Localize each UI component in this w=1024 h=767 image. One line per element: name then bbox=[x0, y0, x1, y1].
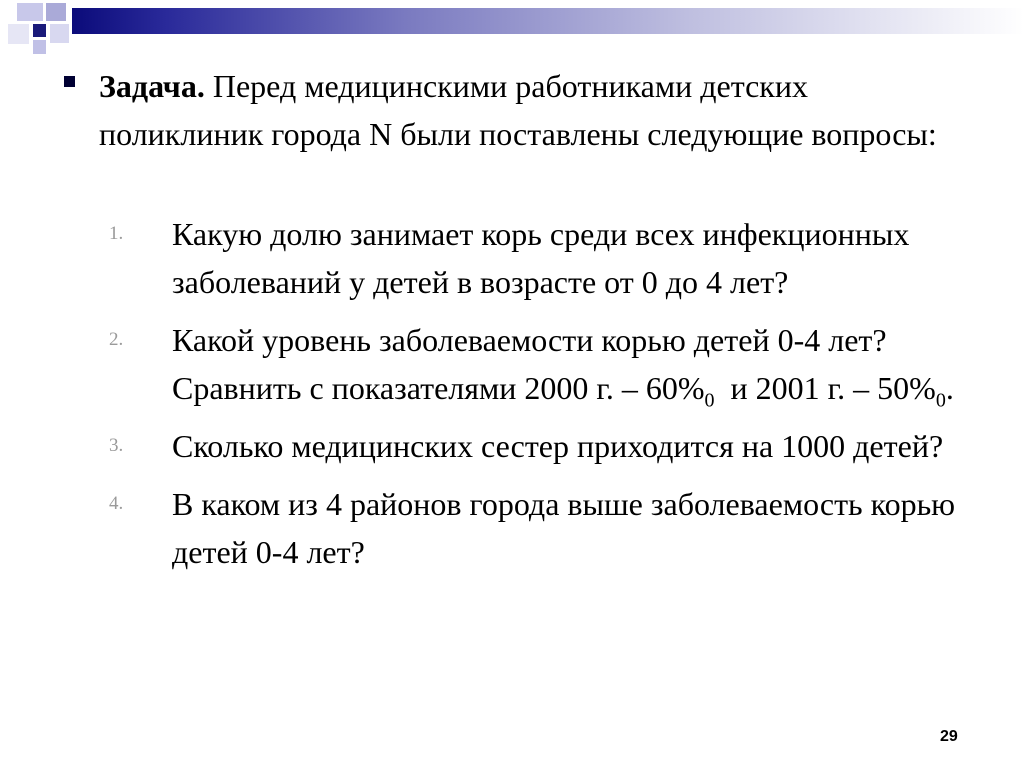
list-item bbox=[109, 480, 969, 576]
question-text: . bbox=[945, 370, 954, 406]
list-item bbox=[109, 210, 969, 306]
task-text: Перед медицинскими работниками детских поликлиник города N были поставлены следующие вопросы: bbox=[99, 68, 937, 152]
decor-square bbox=[50, 24, 69, 43]
question-text: В каком из 4 районов города выше заболеваемость корью детей 0-4 лет? bbox=[172, 486, 956, 570]
subscript: 0 bbox=[704, 389, 715, 412]
list-item bbox=[109, 422, 969, 470]
task-lead: Задача. bbox=[99, 68, 205, 104]
subscript: 0 bbox=[935, 389, 946, 412]
question-list bbox=[109, 210, 969, 586]
header-gradient-bar bbox=[72, 8, 1024, 34]
decor-square bbox=[33, 40, 46, 54]
question-text: Какую долю занимает корь среди всех инфекционных заболеваний у детей в возрасте от 0 до 4 лет? bbox=[172, 216, 910, 300]
list-number: 3. bbox=[109, 435, 124, 456]
decor-square bbox=[17, 3, 43, 21]
decor-square bbox=[33, 24, 46, 37]
list-number: 4. bbox=[109, 493, 124, 514]
question-text: Сколько медицинских сестер приходится на 1000 детей? bbox=[172, 428, 944, 464]
list-item bbox=[109, 316, 969, 412]
decor-square bbox=[46, 3, 66, 21]
list-number: 2. bbox=[109, 329, 124, 350]
question-text: Какой уровень заболеваемости корью детей 0-4 лет? Сравнить с показателями 2000 г. – 60% bbox=[172, 322, 887, 406]
page-number: 29 bbox=[940, 728, 958, 745]
square-bullet-icon bbox=[64, 76, 75, 87]
task-paragraph bbox=[99, 62, 979, 158]
list-number: 1. bbox=[109, 223, 124, 244]
decor-square bbox=[8, 24, 29, 44]
question-text: и 2001 г. – 50% bbox=[714, 370, 936, 406]
